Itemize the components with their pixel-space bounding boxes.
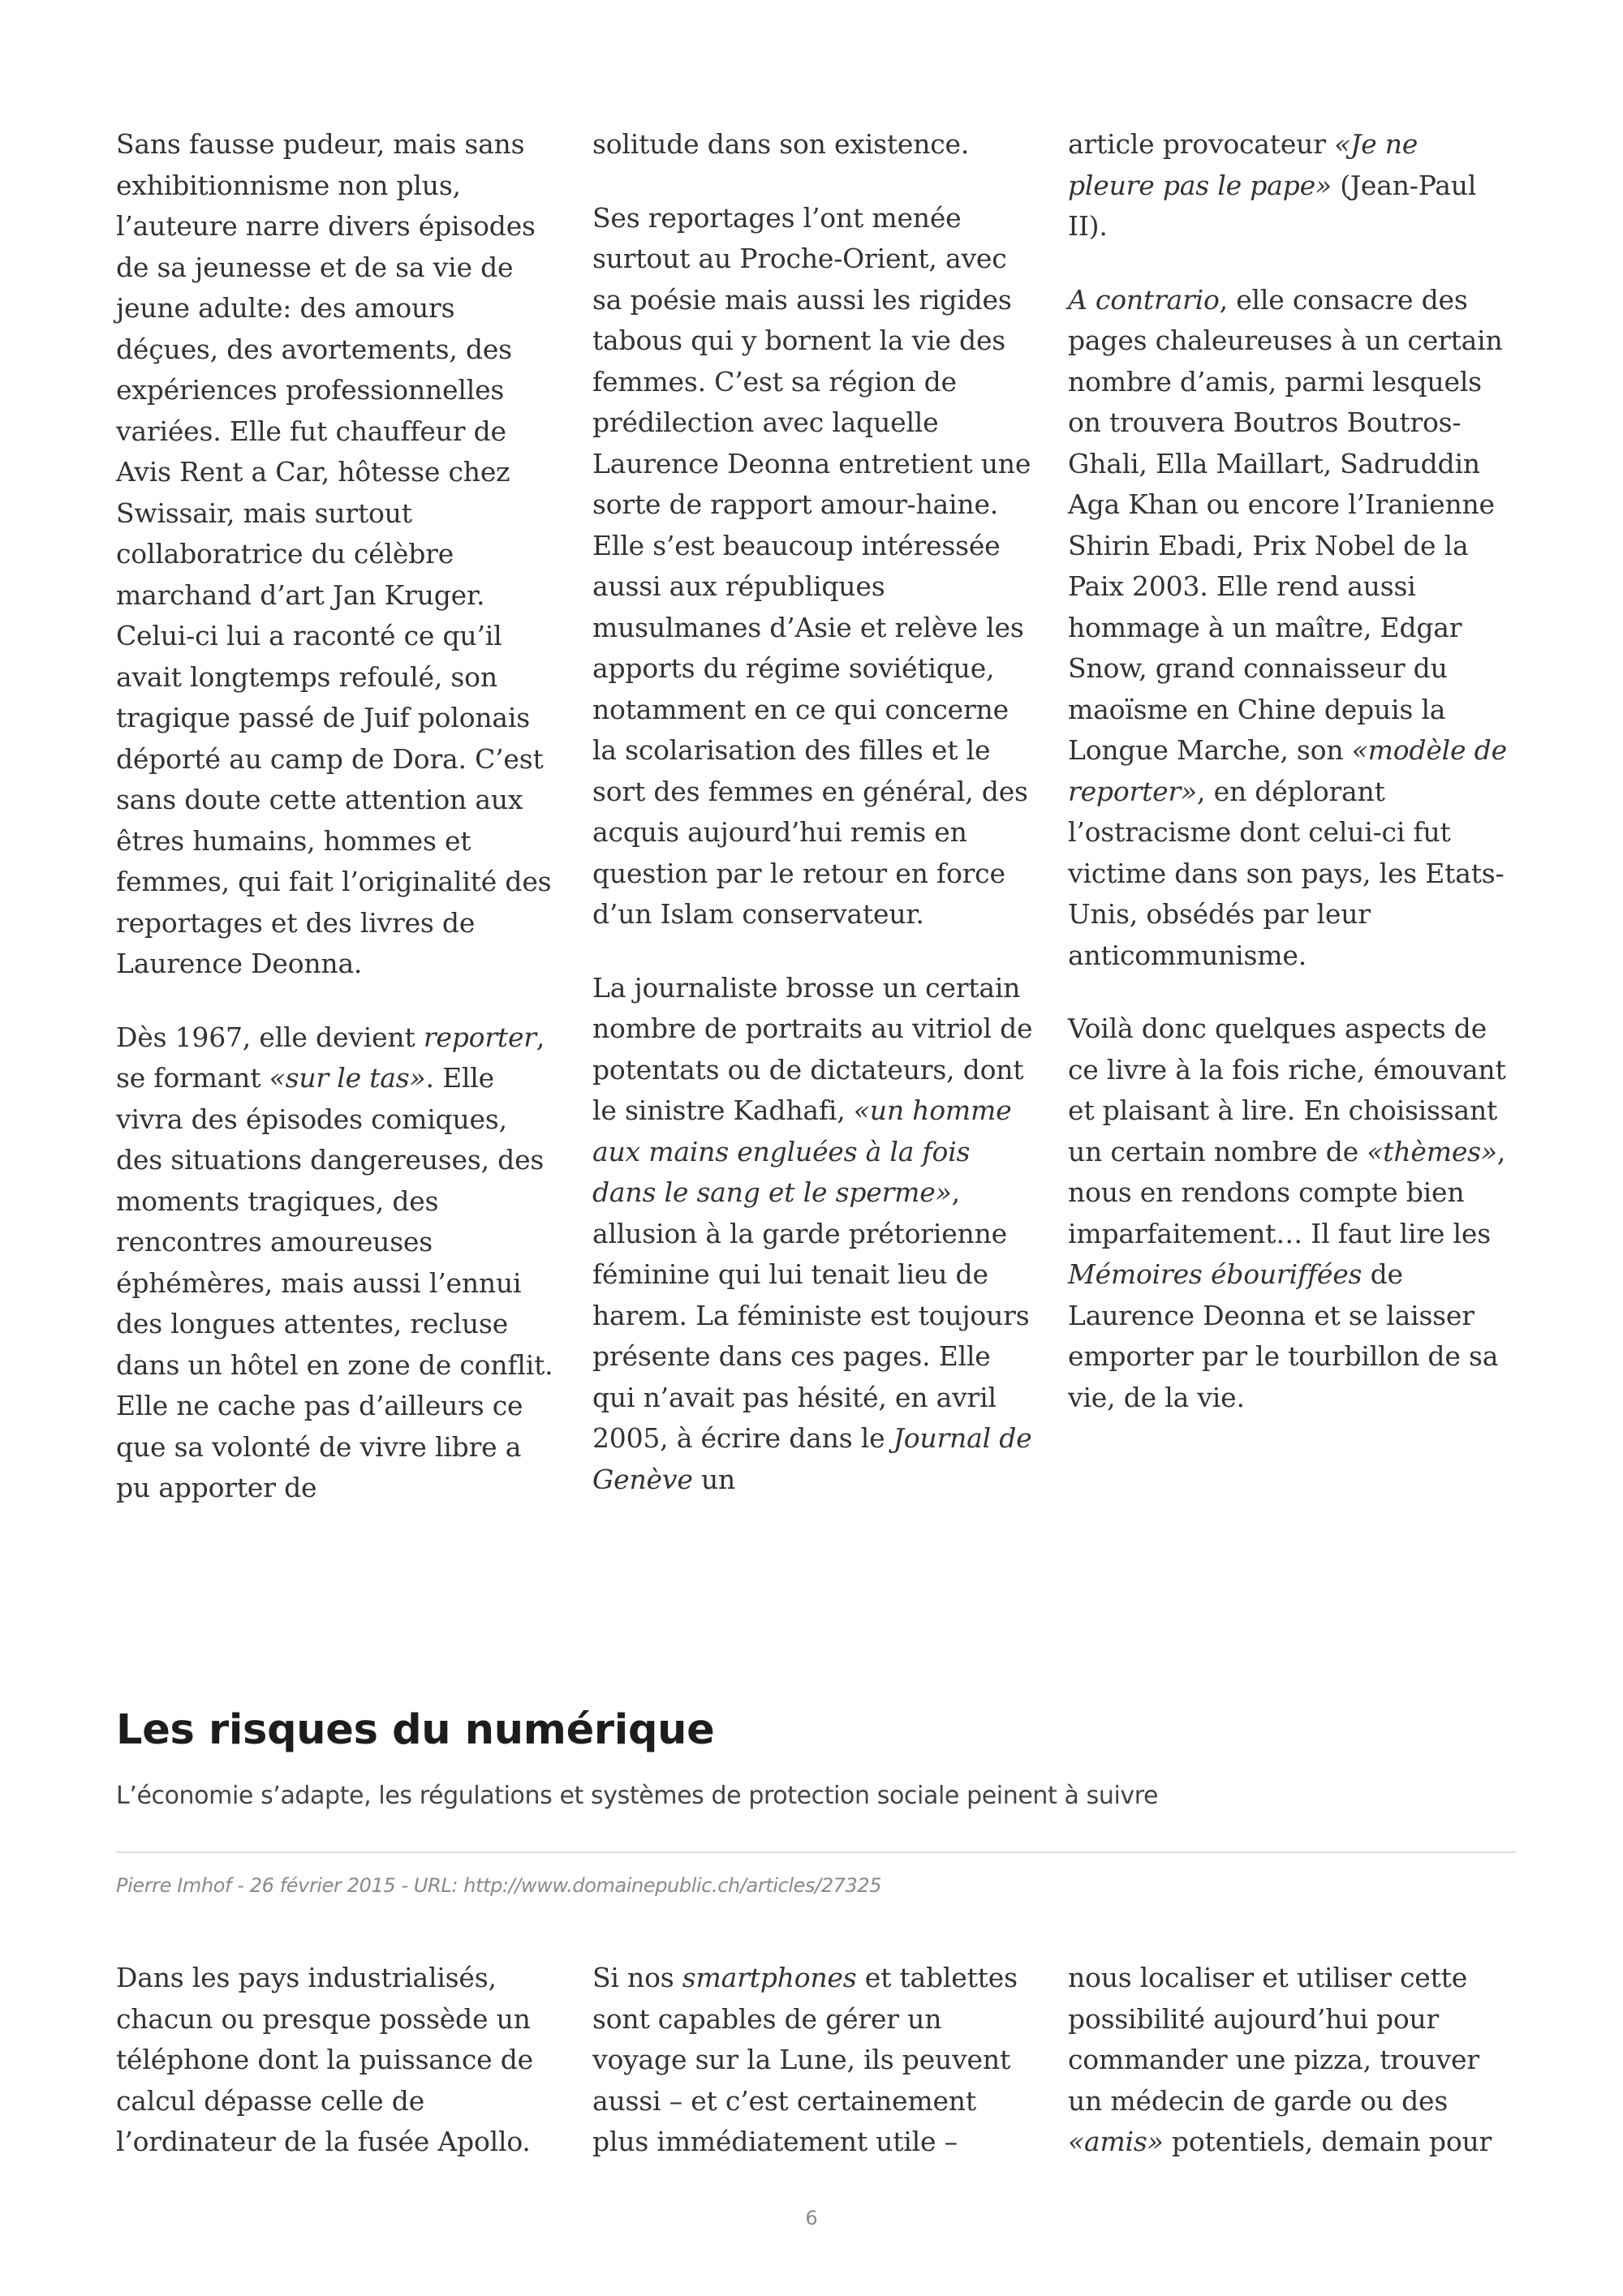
paragraph: Si nos smartphones et tablettes sont capables de gérer un voyage sur la Lune, ils peuvent aussi – et c’est certainement plus immédiatement utile –: [592, 1962, 1018, 2157]
text-column-2: [592, 124, 1035, 1500]
paragraph: Sans fausse pudeur, mais sans exhibitionnisme non plus, l’auteure narre divers épisodes de sa jeunesse et de sa vie de jeune adulte: des amours déçues, des avortements, des expériences professionnelles variées. Elle fut chauffeur de Avis Rent a Car, hôtesse chez Swissair, mais surtout collaboratrice du célèbre marchand d’art Jan Kruger. Celui-ci lui a raconté ce qu’il avait longtemps refoulé, son tragique passé de Juif polonais déporté au camp de Dora. C’est sans doute cette attention aux êtres humains, hommes et femmes, qui fait l’originalité des reportages et des livres de Laurence Deonna.: [116, 128, 552, 979]
article-column-3: [1068, 1958, 1510, 2163]
paragraph: solitude dans son existence.: [592, 128, 970, 160]
paragraph: Voilà donc quelques aspects de ce livre à la fois riche, émouvant et plaisant à lire. En choisissant un certain nombre de «thèmes», nous en rendons compte bien imparfaitement… Il faut lire les Mémoires ébouriffées de Laurence Deonna et se laisser emporter par le tourbillon de sa vie, de la vie.: [1068, 1013, 1506, 1413]
paragraph: A contrario, elle consacre des pages chaleureuses à un certain nombre d’amis, parmi lesquels on trouvera Boutros Boutros-Ghali, Ella Maillart, Sadruddin Aga Khan ou encore l’Iranienne Shirin Ebadi, Prix Nobel de la Paix 2003. Elle rend aussi hommage à un maître, Edgar Snow, grand connaisseur du maoïsme en Chine depuis la Longue Marche, son «modèle de reporter», en déplorant l’ostracisme dont celui-ci fut victime dans son pays, les Etats-Unis, obsédés par leur anticommunisme.: [1068, 283, 1507, 971]
paragraph: Dans les pays industrialisés, chacun ou presque possède un téléphone dont la puissance de calcul dépasse celle de l’ordinateur de la fusée Apollo.: [116, 1962, 533, 2157]
paragraph: nous localiser et utiliser cette possibilité aujourd’hui pour commander une pizza, trouver un médecin de garde ou des «amis» potentiels, demain pour: [1068, 1962, 1492, 2157]
text-column-3: [1068, 124, 1510, 1418]
divider: [116, 1851, 1516, 1853]
paragraph: Dès 1967, elle devient reporter, se formant «sur le tas». Elle vivra des épisodes comiques, des situations dangereuses, des moments tragiques, des rencontres amoureuses éphémères, mais aussi l’ennui des longues attentes, recluse dans un hôtel en zone de conflit. Elle ne cache pas d’ailleurs ce que sa volonté de vivre libre a pu apporter de: [116, 1021, 553, 1503]
article-column-2: [592, 1958, 1035, 2163]
paragraph: article provocateur «Je ne pleure pas le pape» (Jean-Paul II).: [1068, 128, 1477, 242]
paragraph: Ses reportages l’ont menée surtout au Proche-Orient, avec sa poésie mais aussi les rigides tabous qui y bornent la vie des femmes. C’est sa région de prédilection avec laquelle Laurence Deonna entretient une sorte de rapport amour-haine. Elle s’est beaucoup intéressée aussi aux républiques musulmanes d’Asie et relève les apports du régime soviétique, notamment en ce qui concerne la scolarisation des filles et le sort des femmes en général, des acquis aujourd’hui remis en question par le retour en force d’un Islam conservateur.: [592, 201, 1031, 930]
page-number: 6: [805, 2207, 818, 2229]
article-title: Les risques du numérique: [116, 1706, 715, 1754]
article-meta: Pierre Imhof - 26 février 2015 - URL: http://www.domainepublic.ch/articles/27325: [116, 1874, 882, 1897]
paragraph: La journaliste brosse un certain nombre de portraits au vitriol de potentats ou de dictateurs, dont le sinistre Kadhafi, «un homme aux mains engluées à la fois dans le sang et le sperme», allusion à la garde prétorienne féminine qui lui tenait lieu de harem. La féministe est toujours présente dans ces pages. Elle qui n’avait pas hésité, en avril 2005, à écrire dans le Journal de Genève un: [592, 971, 1033, 1495]
text-column-1: [116, 124, 558, 1509]
article-subtitle: L’économie s’adapte, les régulations et systèmes de protection sociale peinent à suivre: [116, 1782, 1159, 1810]
article-column-1: [116, 1958, 558, 2163]
